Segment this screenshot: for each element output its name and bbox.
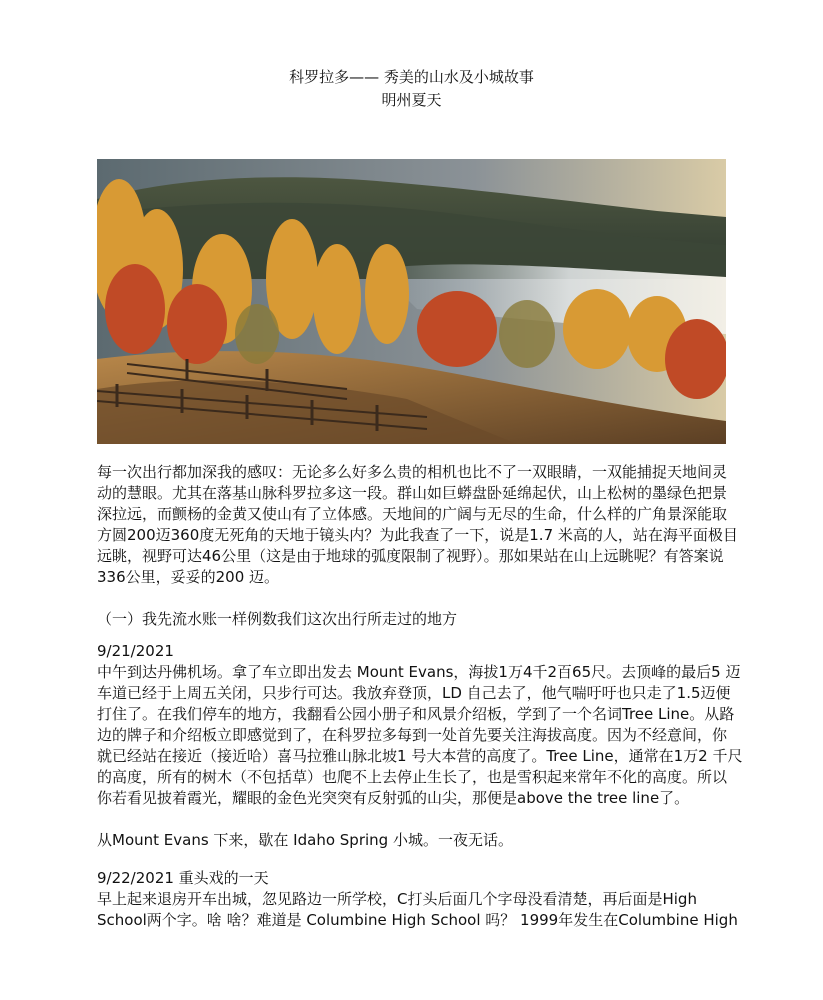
- entry-date: 9/21/2021: [97, 642, 174, 660]
- paragraph-line: 你若看见披着霞光，耀眼的金色光突突有反射弧的山尖，那便是above the tree line了。: [97, 789, 690, 807]
- intro-paragraph: [97, 462, 738, 588]
- document-author: 明州夏天: [381, 91, 442, 109]
- paragraph-line: 的高度，所有的树木（不包括草）也爬不上去停止生长了，也是雪积起来常年不化的高度。所以: [97, 768, 728, 786]
- evening-note: [97, 830, 727, 851]
- document-title: 科罗拉多—— 秀美的山水及小城故事: [289, 68, 534, 86]
- paragraph-line: 就已经站在接近（接近哈）喜马拉雅山脉北坡1 号大本营的高度了。Tree Line，通常在1万2 千尺: [97, 747, 743, 765]
- paragraph-line: School两个字。啥 啥？难道是 Columbine High School 吗？ 1999年发生在Columbine High: [97, 911, 738, 929]
- paragraph-line: 车道已经于上周五关闭，只步行可达。我放弃登顶，LD 自己去了，他气喘吁吁也只走了1.5迈便: [97, 684, 731, 702]
- landscape-illustration: [97, 159, 726, 444]
- paragraph-line: 从Mount Evans 下来，歇在 Idaho Spring 小城。一夜无话。: [97, 831, 513, 849]
- paragraph-line: 方圆200迈360度无死角的天地于镜头内？为此我查了一下，说是1.7 米高的人，站在海平面极目: [97, 526, 738, 544]
- paragraph-line: 边的牌子和介绍板立即感觉到了，在科罗拉多每到一处首先要关注海拔高度。因为不经意间，你: [97, 726, 728, 744]
- day1-entry: [97, 641, 743, 809]
- paragraph-line: 336公里，妥妥的200 迈。: [97, 568, 280, 586]
- paragraph-line: 远眺，视野可达46公里（这是由于地球的弧度限制了视野）。那如果站在山上远眺呢？有答案说: [97, 547, 724, 565]
- day2-entry: [97, 868, 738, 931]
- paragraph-line: 深拉远，而颤杨的金黄又使山有了立体感。天地间的广阔与无尽的生命，什么样的广角景深能取: [97, 505, 728, 523]
- section-heading-text: （一）我先流水账一样例数我们这次出行所走过的地方: [97, 610, 458, 628]
- paragraph-line: 中午到达丹佛机场。拿了车立即出发去 Mount Evans，海拔1万4千2百65尺。去顶峰的最后5 迈: [97, 663, 741, 681]
- landscape-photo: [97, 159, 726, 444]
- section-heading: [97, 609, 727, 630]
- paragraph-line: 打住了。在我们停车的地方，我翻看公园小册子和风景介绍板，学到了一个名词Tree Line。从路: [97, 705, 735, 723]
- entry-heading: 9/22/2021 重头戏的一天: [97, 869, 269, 887]
- paragraph-line: 动的慧眼。尤其在落基山脉科罗拉多这一段。群山如巨蟒盘卧延绵起伏，山上松树的墨绿色把景: [97, 484, 728, 502]
- paragraph-line: 每一次出行都加深我的感叹：无论多么好多么贵的相机也比不了一双眼睛，一双能捕捉天地间灵: [97, 463, 728, 481]
- paragraph-line: 早上起来退房开车出城，忽见路边一所学校，C打头后面几个字母没看清楚，再后面是High: [97, 890, 697, 908]
